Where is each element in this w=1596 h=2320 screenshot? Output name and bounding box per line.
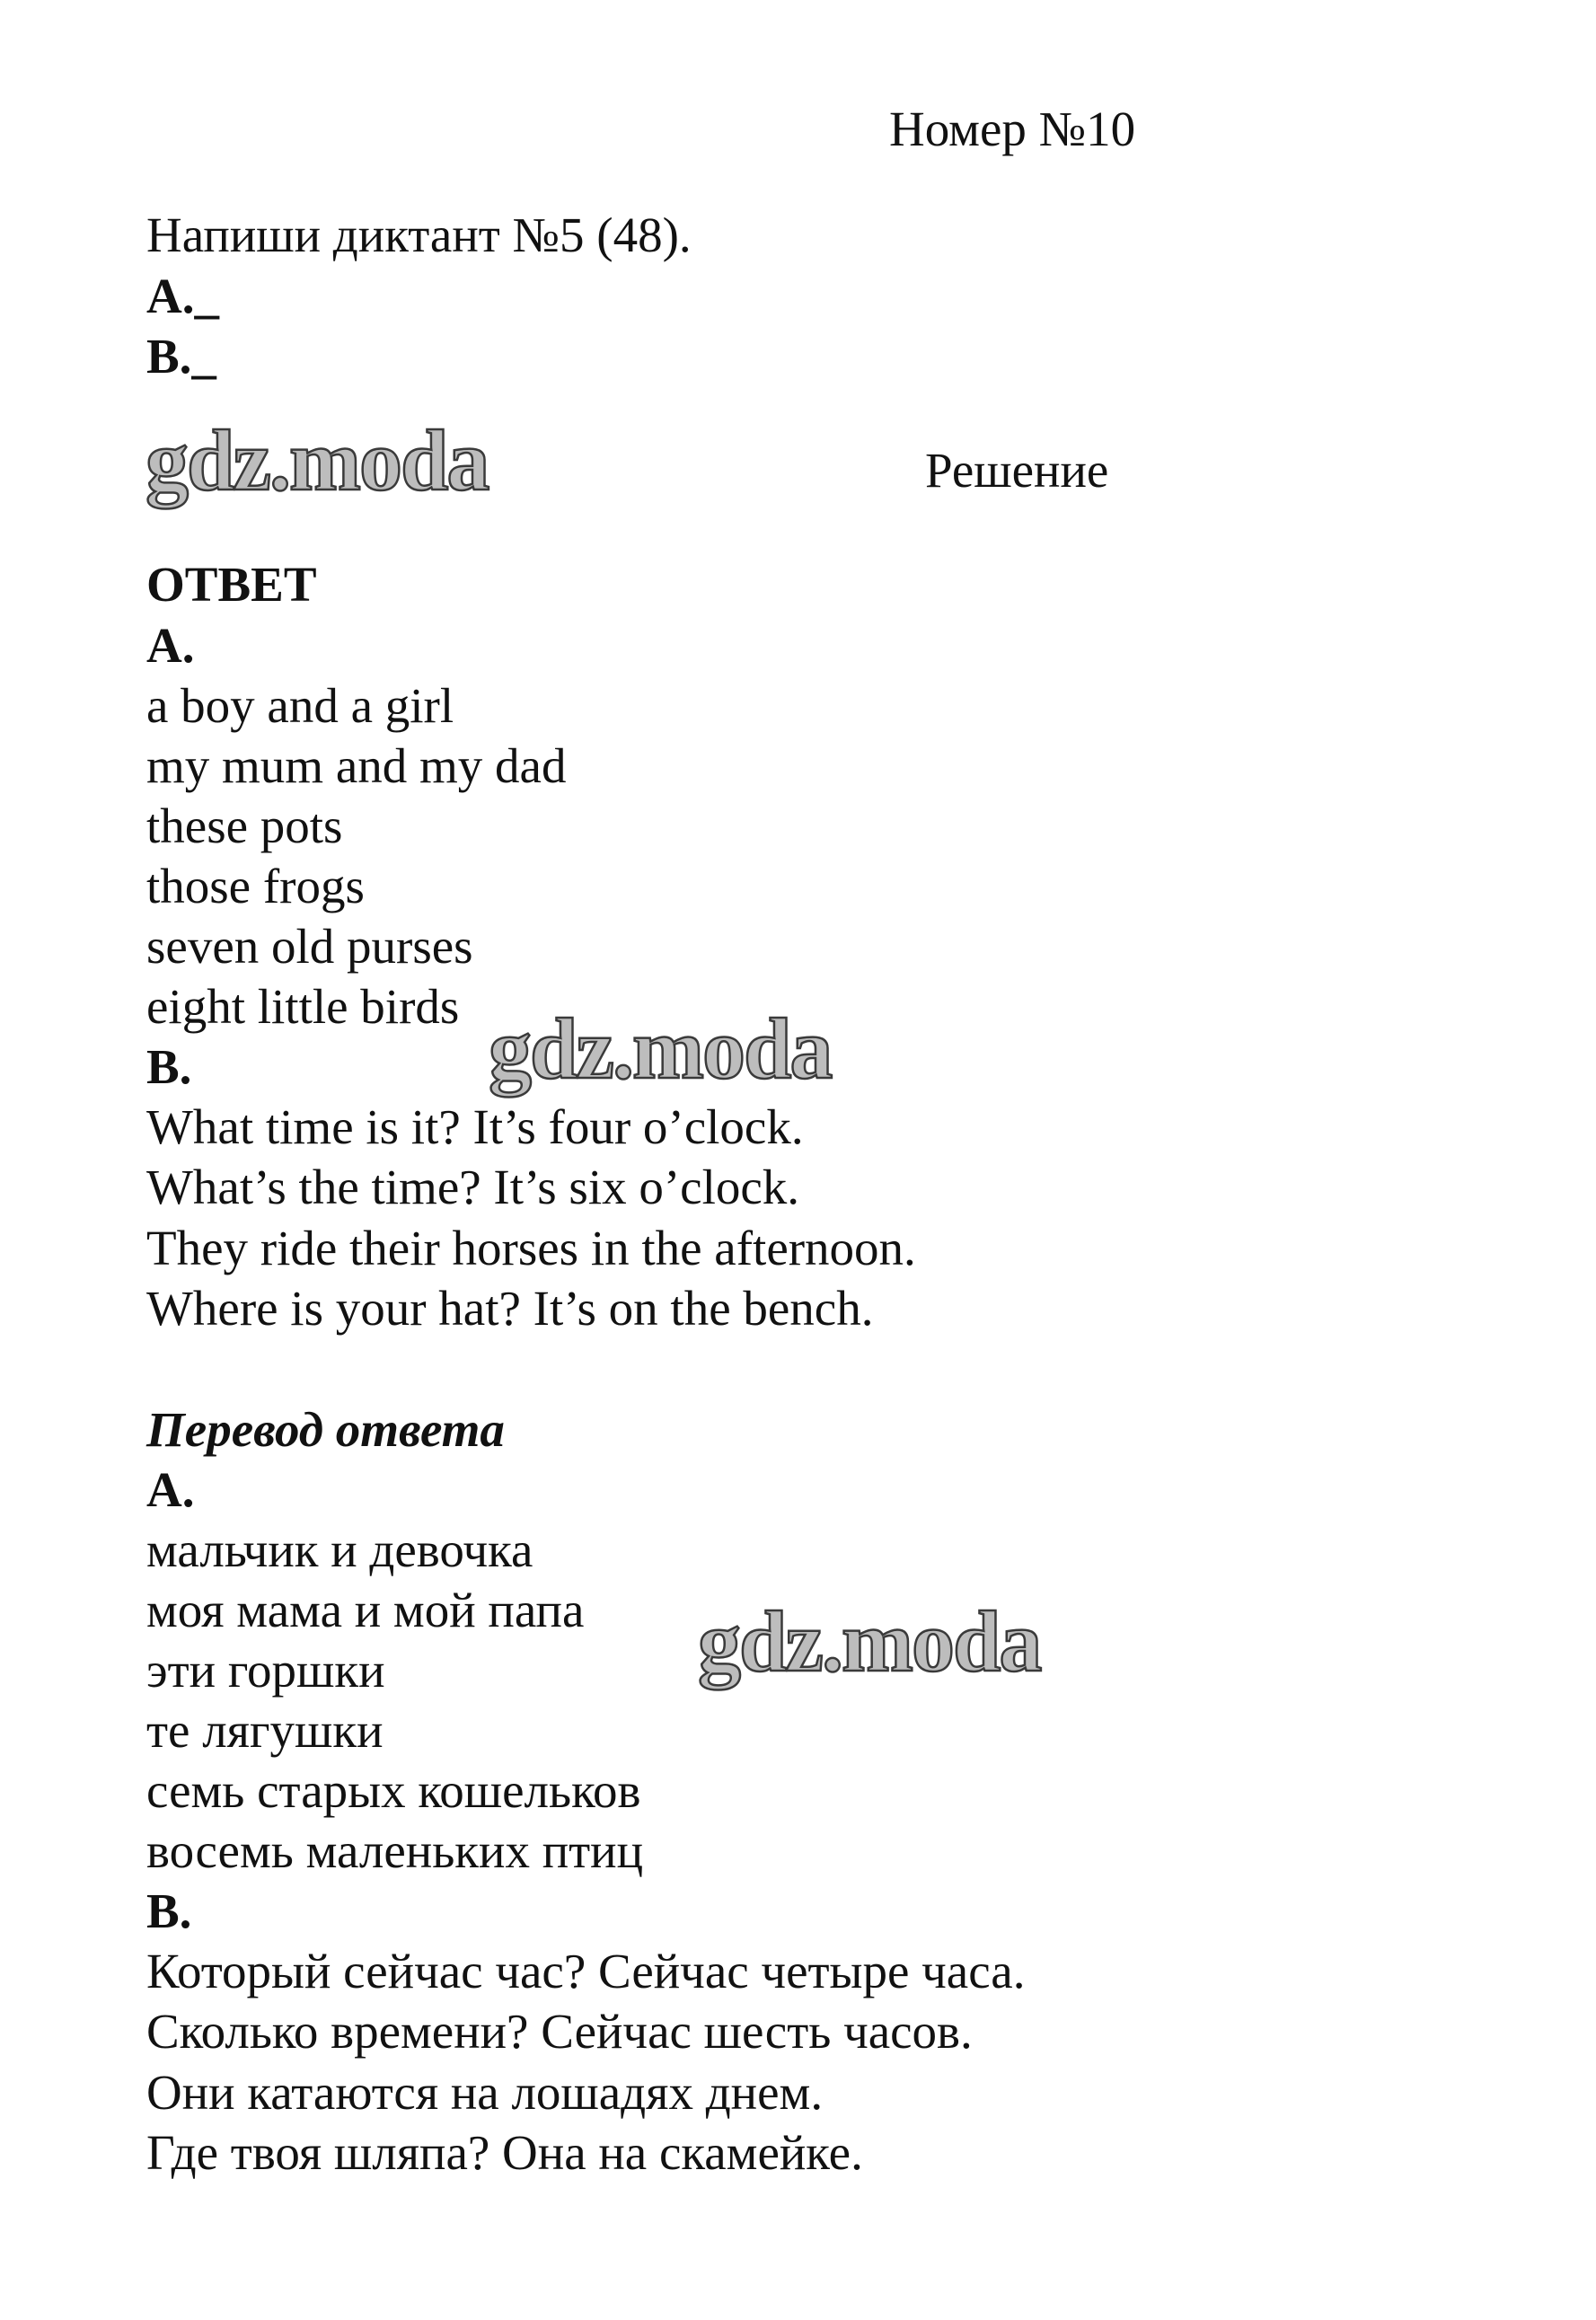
- answer-a-line: my mum and my dad: [146, 738, 567, 793]
- solution-label: Решение: [925, 443, 1109, 498]
- translation-a-line: восемь маленьких птиц: [146, 1823, 644, 1878]
- answer-a-line: a boy and a girl: [146, 678, 454, 733]
- answer-a-line: seven old purses: [146, 919, 473, 974]
- translation-a-line: семь старых кошельков: [146, 1763, 641, 1818]
- answer-section-a-label: А.: [146, 618, 195, 673]
- svg-text:gdz.moda: gdz.moda: [145, 413, 489, 508]
- answer-b-line: They ride their horses in the afternoon.: [146, 1221, 916, 1275]
- translation-section-b-label: В.: [146, 1883, 192, 1938]
- answer-a-line: eight little birds: [146, 979, 460, 1034]
- task-item-a: А._: [146, 269, 219, 323]
- answer-b-line: Where is your hat? It’s on the bench.: [146, 1281, 874, 1336]
- translation-a-line: те лягушки: [146, 1703, 384, 1758]
- svg-text:gdz.moda: gdz.moda: [698, 1594, 1041, 1689]
- task-instruction: Напиши диктант №5 (48).: [146, 207, 692, 262]
- translation-b-line: Они катаются на лошадях днем.: [146, 2065, 824, 2120]
- watermark-logo: [142, 413, 591, 512]
- answer-a-line: these pots: [146, 798, 343, 853]
- translation-section-a-label: А.: [146, 1462, 195, 1517]
- translation-b-line: Который сейчас час? Сейчас четыре часа.: [146, 1944, 1026, 1998]
- answer-b-line: What’s the time? It’s six o’clock.: [146, 1160, 800, 1214]
- translation-a-line: моя мама и мой папа: [146, 1583, 585, 1637]
- translation-a-line: мальчик и девочка: [146, 1522, 533, 1577]
- watermark-logo: [485, 1001, 934, 1100]
- translation-a-line: эти горшки: [146, 1643, 385, 1698]
- svg-text:gdz.moda: gdz.moda: [489, 1001, 832, 1097]
- answer-b-line: What time is it? It’s four o’clock.: [146, 1099, 804, 1154]
- task-item-b: В._: [146, 329, 216, 384]
- translation-heading: Перевод ответа: [146, 1402, 505, 1457]
- answer-heading: ОТВЕТ: [146, 557, 317, 612]
- translation-b-line: Где твоя шляпа? Она на скамейке.: [146, 2125, 863, 2180]
- translation-b-line: Сколько времени? Сейчас шесть часов.: [146, 2004, 973, 2059]
- page-number-title: Номер №10: [889, 101, 1136, 156]
- answer-section-b-label: В.: [146, 1039, 192, 1094]
- answer-a-line: those frogs: [146, 859, 365, 913]
- watermark-logo: [694, 1594, 1143, 1693]
